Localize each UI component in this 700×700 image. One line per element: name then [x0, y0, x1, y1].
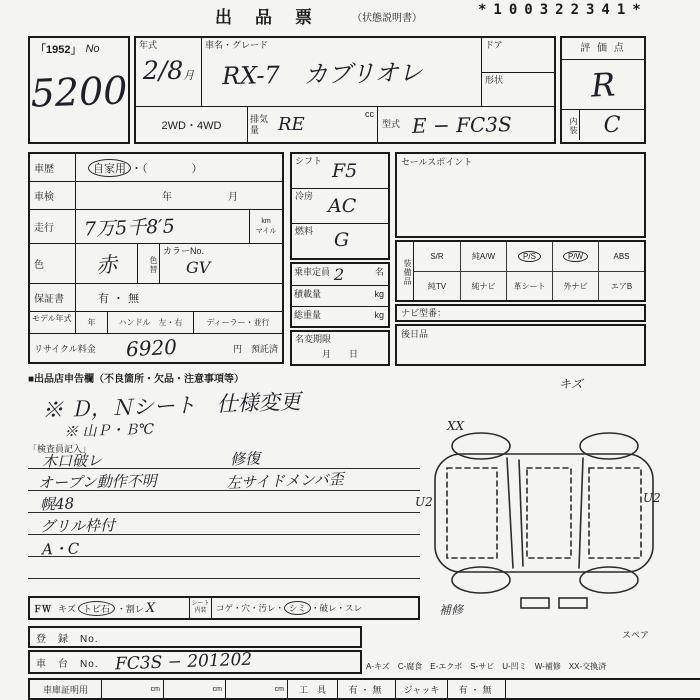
history-table [28, 152, 284, 364]
form-serial: *100322341* [478, 2, 648, 18]
handle-label: ハンドル 左・右 [108, 312, 194, 333]
chassis-no-label: 車 台 No. [36, 658, 99, 670]
inspector-label: 「検査員記入」 [28, 444, 92, 454]
seat-damage-stain: シミ [284, 601, 311, 615]
rename-deadline-box [290, 330, 390, 366]
seat-label-line1: シート [191, 601, 210, 607]
weight-label: 総重量 [294, 310, 322, 320]
jack-value: 有・無 [448, 680, 506, 698]
mileage-label: 走行 [30, 210, 76, 243]
sales-point-label: セールスポイント [401, 157, 473, 167]
garage-label: 車庫証明用 [30, 680, 102, 698]
navi-model-label: ナビ型番： [401, 308, 447, 318]
displacement-value: RE [278, 114, 305, 135]
equipment-airbag: エアB [610, 281, 633, 291]
shape-label: 形状 [485, 74, 504, 85]
inspector-repair-note: 左サイドメンバ歪 [225, 469, 345, 493]
aircon-value: AC [328, 195, 357, 217]
car-name-value: RX-7 カブリオレ [221, 58, 423, 91]
aircon-label: 冷房 [295, 191, 314, 201]
tail-lamp-right [559, 598, 587, 608]
lot-tag: 「1952」 [35, 44, 82, 56]
equipment-navi: 純ナビ [471, 281, 496, 291]
model-year-row-label: モデル年式 [30, 312, 76, 333]
inspector-note: A・C [41, 539, 80, 559]
inspection-label: 車検 [30, 182, 76, 209]
history-suffix: ・（ ） [131, 162, 203, 175]
model-year-unit: 年 [76, 312, 108, 333]
fw-label: ＦＷ [33, 603, 52, 614]
equipment-item [552, 271, 598, 300]
equipment-grid [414, 242, 644, 300]
equipment-power-steering: P/S [518, 251, 541, 262]
damage-annotation: 補修 [439, 603, 464, 617]
wheel-front-left [452, 433, 510, 459]
garage-strip [28, 678, 700, 700]
model-year-number: 2/8 [142, 56, 184, 86]
equipment-label: 装備品 [397, 242, 414, 300]
navi-model-row [395, 304, 646, 322]
damage-code-legend: A-キズ C-腐食 E-エクボ S-サビ U-凹ミ W-補修 XX-交換済 [366, 662, 607, 671]
garage-height-cell: cm [226, 680, 288, 698]
model-year-row [30, 312, 282, 334]
fw-mark: X [145, 600, 156, 616]
shift-value: F5 [332, 160, 358, 182]
fw-scratch-label: キズ [58, 603, 76, 614]
shift-label: シフト [295, 156, 323, 166]
mileage-unit-cell [249, 210, 282, 243]
inspector-note: 幌48 [39, 494, 75, 514]
aircon-cell [292, 189, 388, 224]
inspector-note: グリル枠付 [39, 516, 116, 536]
later-items-label: 後日品 [401, 329, 429, 339]
drive-type: 2WD・4WD [136, 107, 248, 142]
garage-length-cell: cm [102, 680, 164, 698]
form-subtitle: （状態説明書） [352, 13, 422, 24]
fuel-label: 燃料 [295, 226, 314, 236]
fuel-value: G [334, 229, 350, 251]
ruled-line [28, 578, 420, 579]
spare-label: スペア [622, 630, 650, 640]
windshield-line [507, 458, 513, 568]
color-row [30, 244, 282, 284]
chassis-no-row [28, 650, 362, 674]
registration-no-row [28, 626, 362, 648]
cabin-panel [527, 468, 571, 558]
rating-box [560, 36, 646, 144]
equipment-sunroof: S/R [430, 252, 444, 261]
color-change-label: 色替 [138, 244, 160, 283]
cc-label: cc [365, 109, 374, 119]
front-window-condition-row [28, 596, 420, 620]
fuel-cell [292, 224, 388, 258]
capacity-value: 2 [334, 265, 345, 284]
equipment-item [414, 271, 460, 300]
vehicle-info-box [134, 36, 556, 144]
rating-label: 評 価 点 [562, 38, 644, 60]
fw-stone-chip-label: トビ石 [78, 601, 115, 616]
sales-point-box [395, 152, 646, 238]
ruled-line [28, 512, 420, 513]
type-cell [378, 107, 554, 142]
month-suffix: 月 [183, 69, 195, 83]
registration-no-label: 登 録 No. [36, 633, 99, 645]
weight-unit: kg [374, 310, 384, 320]
rename-value: 月 日 [321, 349, 358, 360]
door-shape-cell [482, 38, 554, 106]
equipment-item [552, 242, 598, 271]
equipment-item [506, 271, 552, 300]
equipment-item [460, 242, 506, 271]
color-value: 赤 [95, 251, 118, 278]
color-no-value: GV [186, 258, 211, 278]
warranty-value: 有・無 [98, 292, 143, 305]
history-row [30, 154, 282, 182]
color-label: 色 [30, 244, 76, 283]
equipment-box [395, 240, 646, 302]
tail-lamp-left [521, 598, 549, 608]
weight-row [292, 307, 388, 327]
equipment-abs: ABS [613, 252, 630, 261]
inspector-note: 木口破レ [41, 451, 103, 471]
damage-annotation: U2 [415, 495, 433, 509]
recycle-value: 6920 [125, 334, 178, 362]
chassis-no-value: FC3S − 201202 [114, 649, 253, 675]
equipment-item [598, 271, 644, 300]
car-damage-diagram [413, 374, 668, 626]
fw-crack-label: ・割レ [116, 603, 144, 614]
lot-no-label: No [85, 43, 100, 55]
interior-label: 内装 [562, 110, 580, 140]
model-year-label: 年式 [139, 40, 158, 50]
equipment-item [460, 271, 506, 300]
seat-damage-options: ・破レ・スレ [311, 603, 363, 613]
recycle-unit: 円 預託済 [232, 343, 278, 354]
equipment-item [598, 242, 644, 271]
displacement-label: 排気量 [250, 114, 269, 135]
unit-mile: マイル [255, 227, 277, 235]
warranty-label: 保証書 [30, 284, 76, 311]
inspection-month-label: 月 [228, 192, 238, 203]
declaration-line1: ※ Ｄ，Ｎシート 仕様変更 [41, 389, 302, 423]
damage-annotation: U2 [643, 491, 661, 505]
garage-width-cell: cm [164, 680, 226, 698]
spec-box [290, 152, 390, 260]
wheel-front-right [452, 567, 510, 593]
model-year-cell [136, 38, 202, 106]
later-items-box [395, 324, 646, 366]
declaration-line2: ※ 山Ｐ・Ｂ℃ [63, 421, 155, 441]
color-no-cell [160, 244, 282, 283]
form-title: 出 品 票 [215, 8, 315, 27]
garage-strip-spacer [506, 680, 700, 698]
door-label: ドア [482, 38, 554, 73]
equipment-item [414, 242, 460, 271]
interior-score-cell [580, 110, 644, 140]
displacement-cell [248, 107, 378, 142]
tools-label: 工 具 [288, 680, 338, 698]
lot-number-box [28, 36, 130, 144]
wheel-rear-left [580, 433, 638, 459]
equipment-item [506, 242, 552, 271]
interior-score: C [603, 112, 621, 138]
damage-annotation: XX [447, 419, 465, 433]
mileage-row [30, 210, 282, 244]
shift-cell [292, 154, 388, 189]
equipment-tv: 純TV [427, 281, 447, 291]
load-unit: kg [374, 289, 384, 299]
mileage-value: 7万5千8′5 [83, 215, 176, 241]
jack-label: ジャッキ [396, 680, 448, 698]
equipment-power-windows: P/W [563, 251, 588, 262]
seat-damage-options: コゲ・穴・汚レ・ [216, 603, 285, 613]
inspection-year-label: 年 [162, 192, 172, 203]
inspection-row [30, 182, 282, 210]
trunk-panel [589, 468, 641, 558]
load-label: 積載量 [294, 289, 322, 299]
damage-annotation: キズ [559, 377, 583, 391]
rear-window-line [579, 458, 583, 568]
dealer-label: ディーラー・並行 [206, 318, 270, 327]
tools-value: 有・無 [338, 680, 396, 698]
equipment-alloy-wheels: 純A/W [471, 252, 496, 261]
rating-score: R [589, 64, 617, 105]
inspector-repair-note: 修復 [229, 449, 261, 469]
load-row [292, 286, 388, 307]
color-value-cell [76, 244, 138, 283]
lot-number: 5200 [29, 68, 129, 116]
model-year-value [136, 56, 201, 85]
declaration-header: ■出品店申告欄（不良箇所・欠品・注意事項等） [28, 374, 245, 385]
rename-label: 名変期限 [295, 334, 332, 344]
type-label: 型式 [382, 119, 401, 130]
type-value: E − FC3S [411, 111, 512, 138]
recycle-label: リサイクル料金 [34, 343, 96, 354]
ruled-line [28, 556, 420, 557]
equipment-aftermarket-navi: 外ナビ [563, 281, 588, 291]
equipment-leather-seat: 革シート [513, 281, 546, 291]
color-no-label: カラーNo. [163, 246, 205, 256]
history-label: 車歴 [30, 154, 76, 181]
car-name-cell [202, 38, 482, 106]
unit-km: km [261, 217, 271, 225]
inspector-section [28, 442, 420, 596]
hood-panel [447, 468, 497, 558]
recycle-row [30, 334, 282, 362]
rating-score-cell [562, 60, 644, 110]
car-name-label: 車名・グレード [205, 40, 269, 50]
windshield-line [519, 460, 523, 566]
inspector-note: オープン動作不明 [37, 471, 157, 493]
capacity-label: 乗車定員 [294, 267, 331, 277]
warranty-row [30, 284, 282, 312]
seat-label-line2: 内装 [194, 608, 207, 615]
wheel-rear-right [580, 567, 638, 593]
capacity-box [290, 262, 390, 328]
history-value: 自家用 [88, 159, 131, 177]
seat-interior-label [190, 598, 212, 618]
capacity-unit: 名 [374, 267, 384, 277]
capacity-row [292, 264, 388, 286]
car-body-outline [435, 454, 653, 572]
